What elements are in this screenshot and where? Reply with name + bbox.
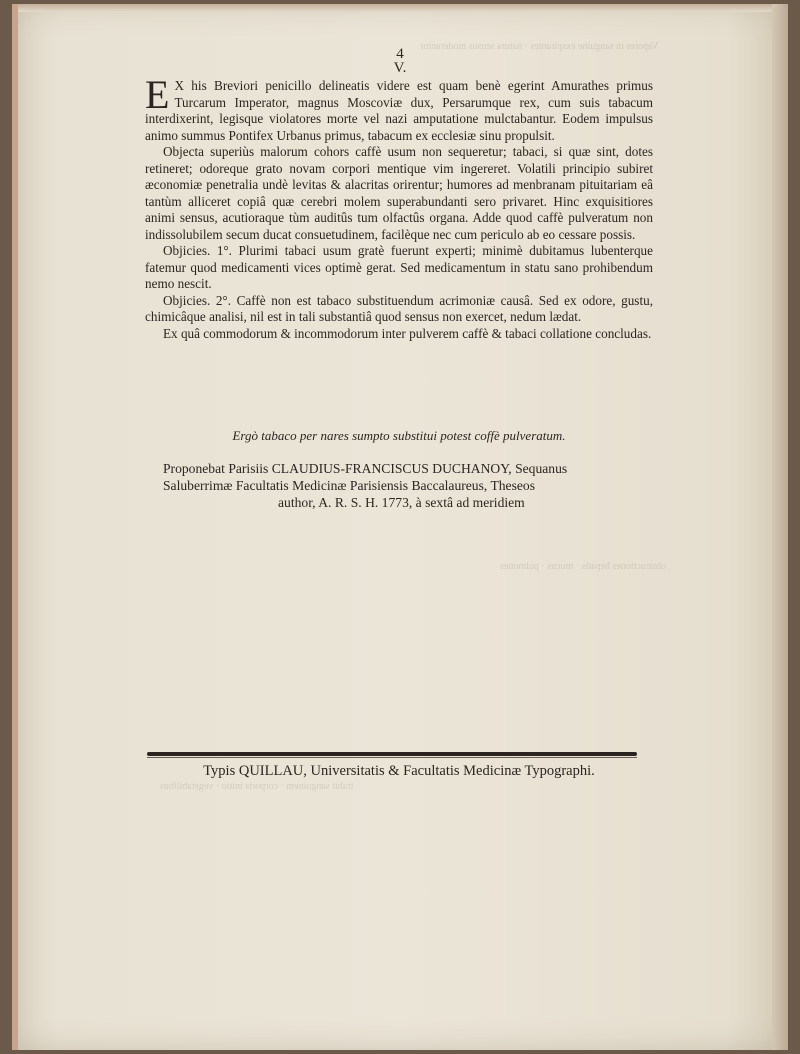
conclusion-statement: Ergò tabaco per nares sumpto substitui potest coffè pulveratum.	[232, 428, 566, 443]
paper-left-edge	[12, 4, 18, 1050]
paper-top-edge	[12, 4, 788, 12]
divider-rule-thin	[147, 757, 637, 758]
printer-imprint: Typis QUILLAU, Universitatis & Facultatis Medicinæ Typographi.	[203, 763, 595, 779]
proponebat-line-1: Proponebat Parisiis CLAUDIUS-FRANCISCUS DUCHANOY, Sequanus	[163, 461, 568, 476]
paragraph-4: Objicies. 2°. Caffè non est tabaco substituendum acrimoniæ causâ. Sed ex odore, gustu, chimicâque analisi, nil est in tali substantiâ quod sensus non exercet, nedum lædat.	[145, 292, 653, 324]
drop-cap: E	[145, 72, 170, 117]
page-number: 4 V.	[393, 46, 407, 76]
proponebat-block	[145, 460, 655, 511]
paragraph-1: E X his Breviori penicillo delineatis videre est quam benè egerint Amurathes primus Turcarum Imperator, magnus Moscoviæ dux, Persarumque rex, cum suis tabacum interdixerint, legisque violatores morte vel nazi amputatione mulctabantur. Eodem impulsus animo summus Pontifex Urbanus primus, tabacum ex ecclesiæ sinu propulsit.	[145, 72, 653, 143]
show-through: Vapores in sanguine exspirantes · natura sensus moderantur	[420, 41, 659, 52]
paper-right-edge	[772, 4, 788, 1050]
show-through: trahit sanguinem · corporis initio · vegetabilibus	[160, 781, 354, 792]
paragraph-5: Ex quâ commodorum & incommodorum inter pulverem caffè & tabaci collatione concludas.	[163, 325, 652, 341]
divider-rule	[147, 752, 637, 756]
show-through: obstructiones hepatis · mucus · pulmones	[500, 561, 666, 572]
body-text	[145, 72, 653, 342]
paragraph-3: Objicies. 1°. Plurimi tabaci usum gratè fuerunt experti; minimè dubitamus lubenterque fatemur quod medicamenti vices optimè gerat. Sed medicamentum in statu sano prohibendum nemo nescit.	[145, 243, 653, 291]
proponebat-line-2: Saluberrimæ Facultatis Medicinæ Parisiensis Baccalaureus, Theseos	[163, 478, 535, 493]
paragraph-2: Objecta superiùs malorum cohors caffè usum non sequeretur; tabaci, si quæ sint, dotes retineret; odoreque grato novam corpori mentique vim ingereret. Volatili principio subiret æconomiæ penetralia undè levitas & alacritas orirentur; humores ad menbranam pituitariam eâ tantùm alliceret copiâ quæ cerebri molem superabundanti sero privaret. Hinc exquisitiores animi sensus, acutioraque tùm auditûs tum olfactûs organa. Adde quod caffè pulveratum non indissolubilem secum ducat consuetudinem, facilèque nec cum periculo ab eo cessare possis.	[145, 144, 653, 242]
proponebat-line-3: author, A. R. S. H. 1773, à sextâ ad meridiem	[278, 495, 525, 510]
